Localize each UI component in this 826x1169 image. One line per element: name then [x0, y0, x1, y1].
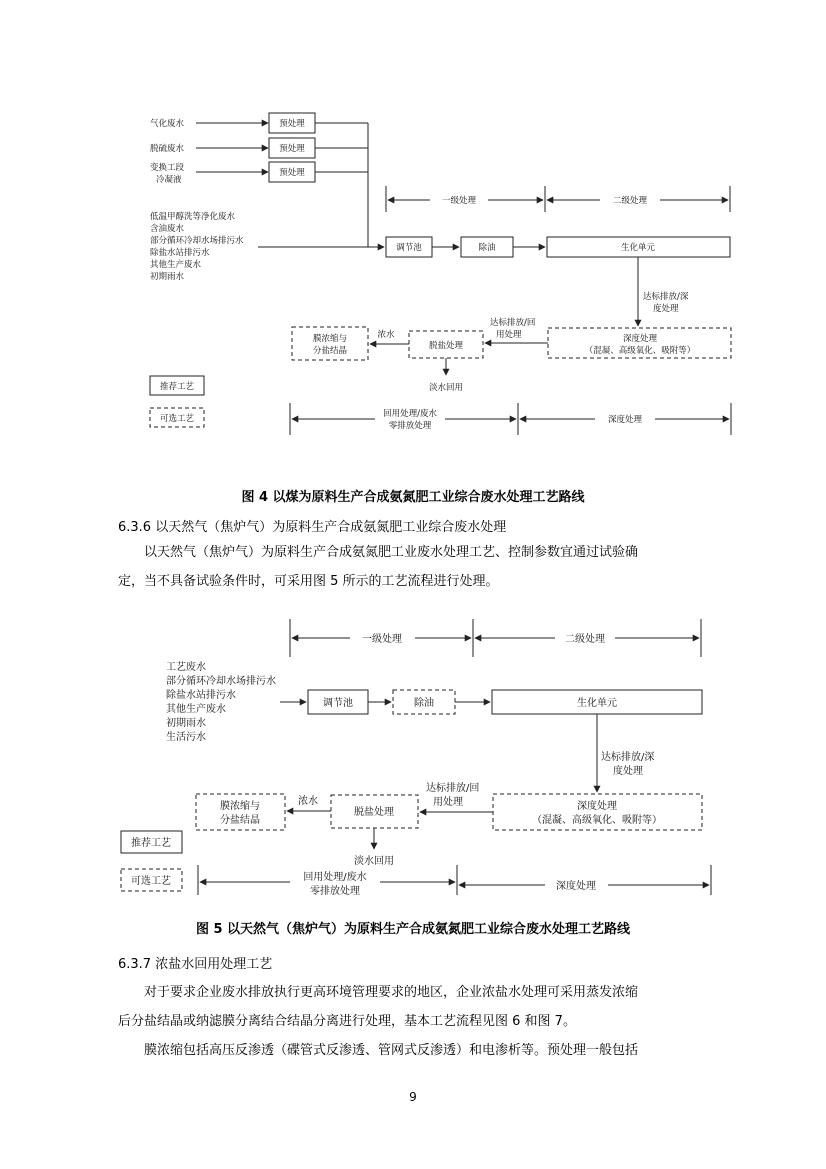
fig4-oil-label: 除油 [478, 243, 496, 253]
fig5-bio-arrow-label-2: 度处理 [613, 766, 643, 777]
fig5-stage1-label: 一级处理 [362, 634, 402, 645]
fig4-bio-arrow-label-2: 度处理 [653, 304, 679, 314]
fig5-input-2: 部分循环冷却水场排污水 [166, 676, 276, 687]
para-line-text: 对于要求企业废水排放执行更高环境管理要求的地区，企业浓盐水处理可采用蒸发浓缩 [144, 985, 639, 1000]
section-6-3-7-title: 6.3.7 浓盐水回用处理工艺 [118, 957, 273, 972]
fig5-input-3: 除盐水站排污水 [166, 690, 236, 701]
fig5-tank-label: 调节池 [323, 698, 353, 709]
fig5-deep-label: 深度处理 [577, 801, 617, 812]
fig5-deep-note: （混凝、高级氧化、吸附等） [532, 815, 662, 826]
fig4-pretreat-label-1: 预处理 [279, 119, 305, 129]
para-line [118, 1036, 713, 1065]
fig5-conc-label: 浓水 [298, 796, 318, 807]
fig4-reuse-label-1: 达标排放/回 [490, 318, 536, 328]
figure-5-diagram [121, 619, 711, 897]
fig5-fresh-label: 淡水回用 [354, 856, 394, 867]
fig4-reuse-label-2: 用处理 [496, 330, 522, 340]
fig4-multi-input-1: 低温甲醇洗等净化废水 [150, 212, 236, 222]
fig4-tank-label: 调节池 [396, 243, 422, 253]
section-6-3-7-paragraph-2 [118, 1036, 713, 1065]
fig5-input-6: 生活污水 [166, 732, 206, 743]
fig4-multi-input-3: 部分循环冷却水场排污水 [150, 236, 244, 246]
fig4-membrane-label-1: 膜浓缩与 [312, 334, 348, 344]
para-line: 后分盐结晶或纳滤膜分离结合结晶分离进行处理，基本工艺流程见图 6 和图 7。 [118, 1014, 576, 1029]
page-number: 9 [409, 1090, 417, 1104]
fig5-desalt-label: 脱盐处理 [354, 807, 394, 818]
figure-4-diagram [150, 113, 731, 435]
fig4-membrane-label-2: 分盐结晶 [312, 346, 348, 356]
fig5-bio-label: 生化单元 [577, 698, 617, 709]
fig4-desalt-label: 脱盐处理 [428, 341, 464, 351]
fig4-bio-label: 生化单元 [620, 243, 656, 253]
fig4-multi-input-6: 初期雨水 [150, 272, 185, 282]
para-line [118, 538, 713, 567]
fig5-reuse-label-1: 达标排放/回 [426, 783, 480, 794]
fig4-conc-label: 浓水 [377, 330, 395, 340]
fig5-input-4: 其他生产废水 [166, 704, 226, 715]
fig4-deep-label: 深度处理 [622, 334, 658, 344]
figure-4-caption: 图 4 以煤为原料生产合成氨氮肥工业综合废水处理工艺路线 [241, 490, 585, 505]
fig5-membrane-label-1: 膜浓缩与 [220, 801, 260, 812]
fig4-input-gasification: 气化废水 [150, 119, 185, 129]
fig4-pretreat-label-3: 预处理 [279, 168, 305, 178]
fig5-membrane-label-2: 分盐结晶 [220, 815, 260, 826]
fig4-deep-note: （混凝、高级氧化、吸附等） [584, 346, 696, 356]
fig5-oil-label: 除油 [414, 698, 434, 709]
fig4-reuse-zero-label-2: 零排放处理 [388, 421, 432, 431]
fig4-multi-input-2: 含油废水 [150, 224, 185, 234]
fig5-reuse-zero-label-2: 零排放处理 [310, 886, 360, 897]
fig5-bio-arrow-label-1: 达标排放/深 [601, 752, 655, 763]
fig5-input-1: 工艺废水 [166, 662, 206, 673]
fig4-input-shift: 变换工段 [150, 163, 185, 173]
para-line [118, 978, 713, 1007]
fig5-reuse-label-2: 用处理 [433, 797, 463, 808]
section-6-3-7-paragraph-1 [118, 978, 713, 1036]
fig4-input-condensate: 冷凝液 [156, 175, 182, 185]
fig4-fresh-label: 淡水回用 [428, 383, 464, 393]
para-line-text: 以天然气（焦炉气）为原料生产合成氨氮肥工业废水处理工艺、控制参数宜通过试验确 [144, 545, 639, 560]
fig4-stage1-label: 一级处理 [441, 196, 477, 206]
fig4-pretreat-label-2: 预处理 [279, 144, 305, 154]
fig5-legend-optional: 可选工艺 [131, 876, 171, 887]
fig5-deep-span-label: 深度处理 [556, 881, 596, 892]
fig4-legend-recommended: 推荐工艺 [159, 382, 195, 392]
fig4-multi-input-5: 其他生产废水 [150, 260, 202, 270]
fig4-multi-input-4: 除盐水站排污水 [150, 248, 210, 258]
fig4-legend-optional: 可选工艺 [159, 414, 195, 424]
para-line-text: 膜浓缩包括高压反渗透（碟管式反渗透、管网式反渗透）和电渗析等。预处理一般包括 [144, 1043, 639, 1058]
fig5-legend-recommended: 推荐工艺 [131, 838, 171, 849]
section-6-3-6-paragraph [118, 538, 713, 596]
fig4-bio-arrow-label-1: 达标排放/深 [643, 292, 689, 302]
fig5-input-5: 初期雨水 [166, 718, 206, 729]
para-line: 定，当不具备试验条件时，可采用图 5 所示的工艺流程进行处理。 [118, 574, 499, 589]
section-6-3-6-title: 6.3.6 以天然气（焦炉气）为原料生产合成氨氮肥工业综合废水处理 [118, 520, 507, 535]
fig4-reuse-zero-label-1: 回用处理/废水 [383, 409, 437, 419]
fig5-reuse-zero-label-1: 回用处理/废水 [303, 872, 367, 883]
figure-5-caption: 图 5 以天然气（焦炉气）为原料生产合成氨氮肥工业综合废水处理工艺路线 [195, 922, 631, 937]
fig4-input-desulfur: 脱硫废水 [150, 144, 185, 154]
fig4-deep-span-label: 深度处理 [607, 415, 643, 425]
fig4-stage2-label: 二级处理 [612, 196, 648, 206]
fig5-stage2-label: 二级处理 [565, 634, 605, 645]
